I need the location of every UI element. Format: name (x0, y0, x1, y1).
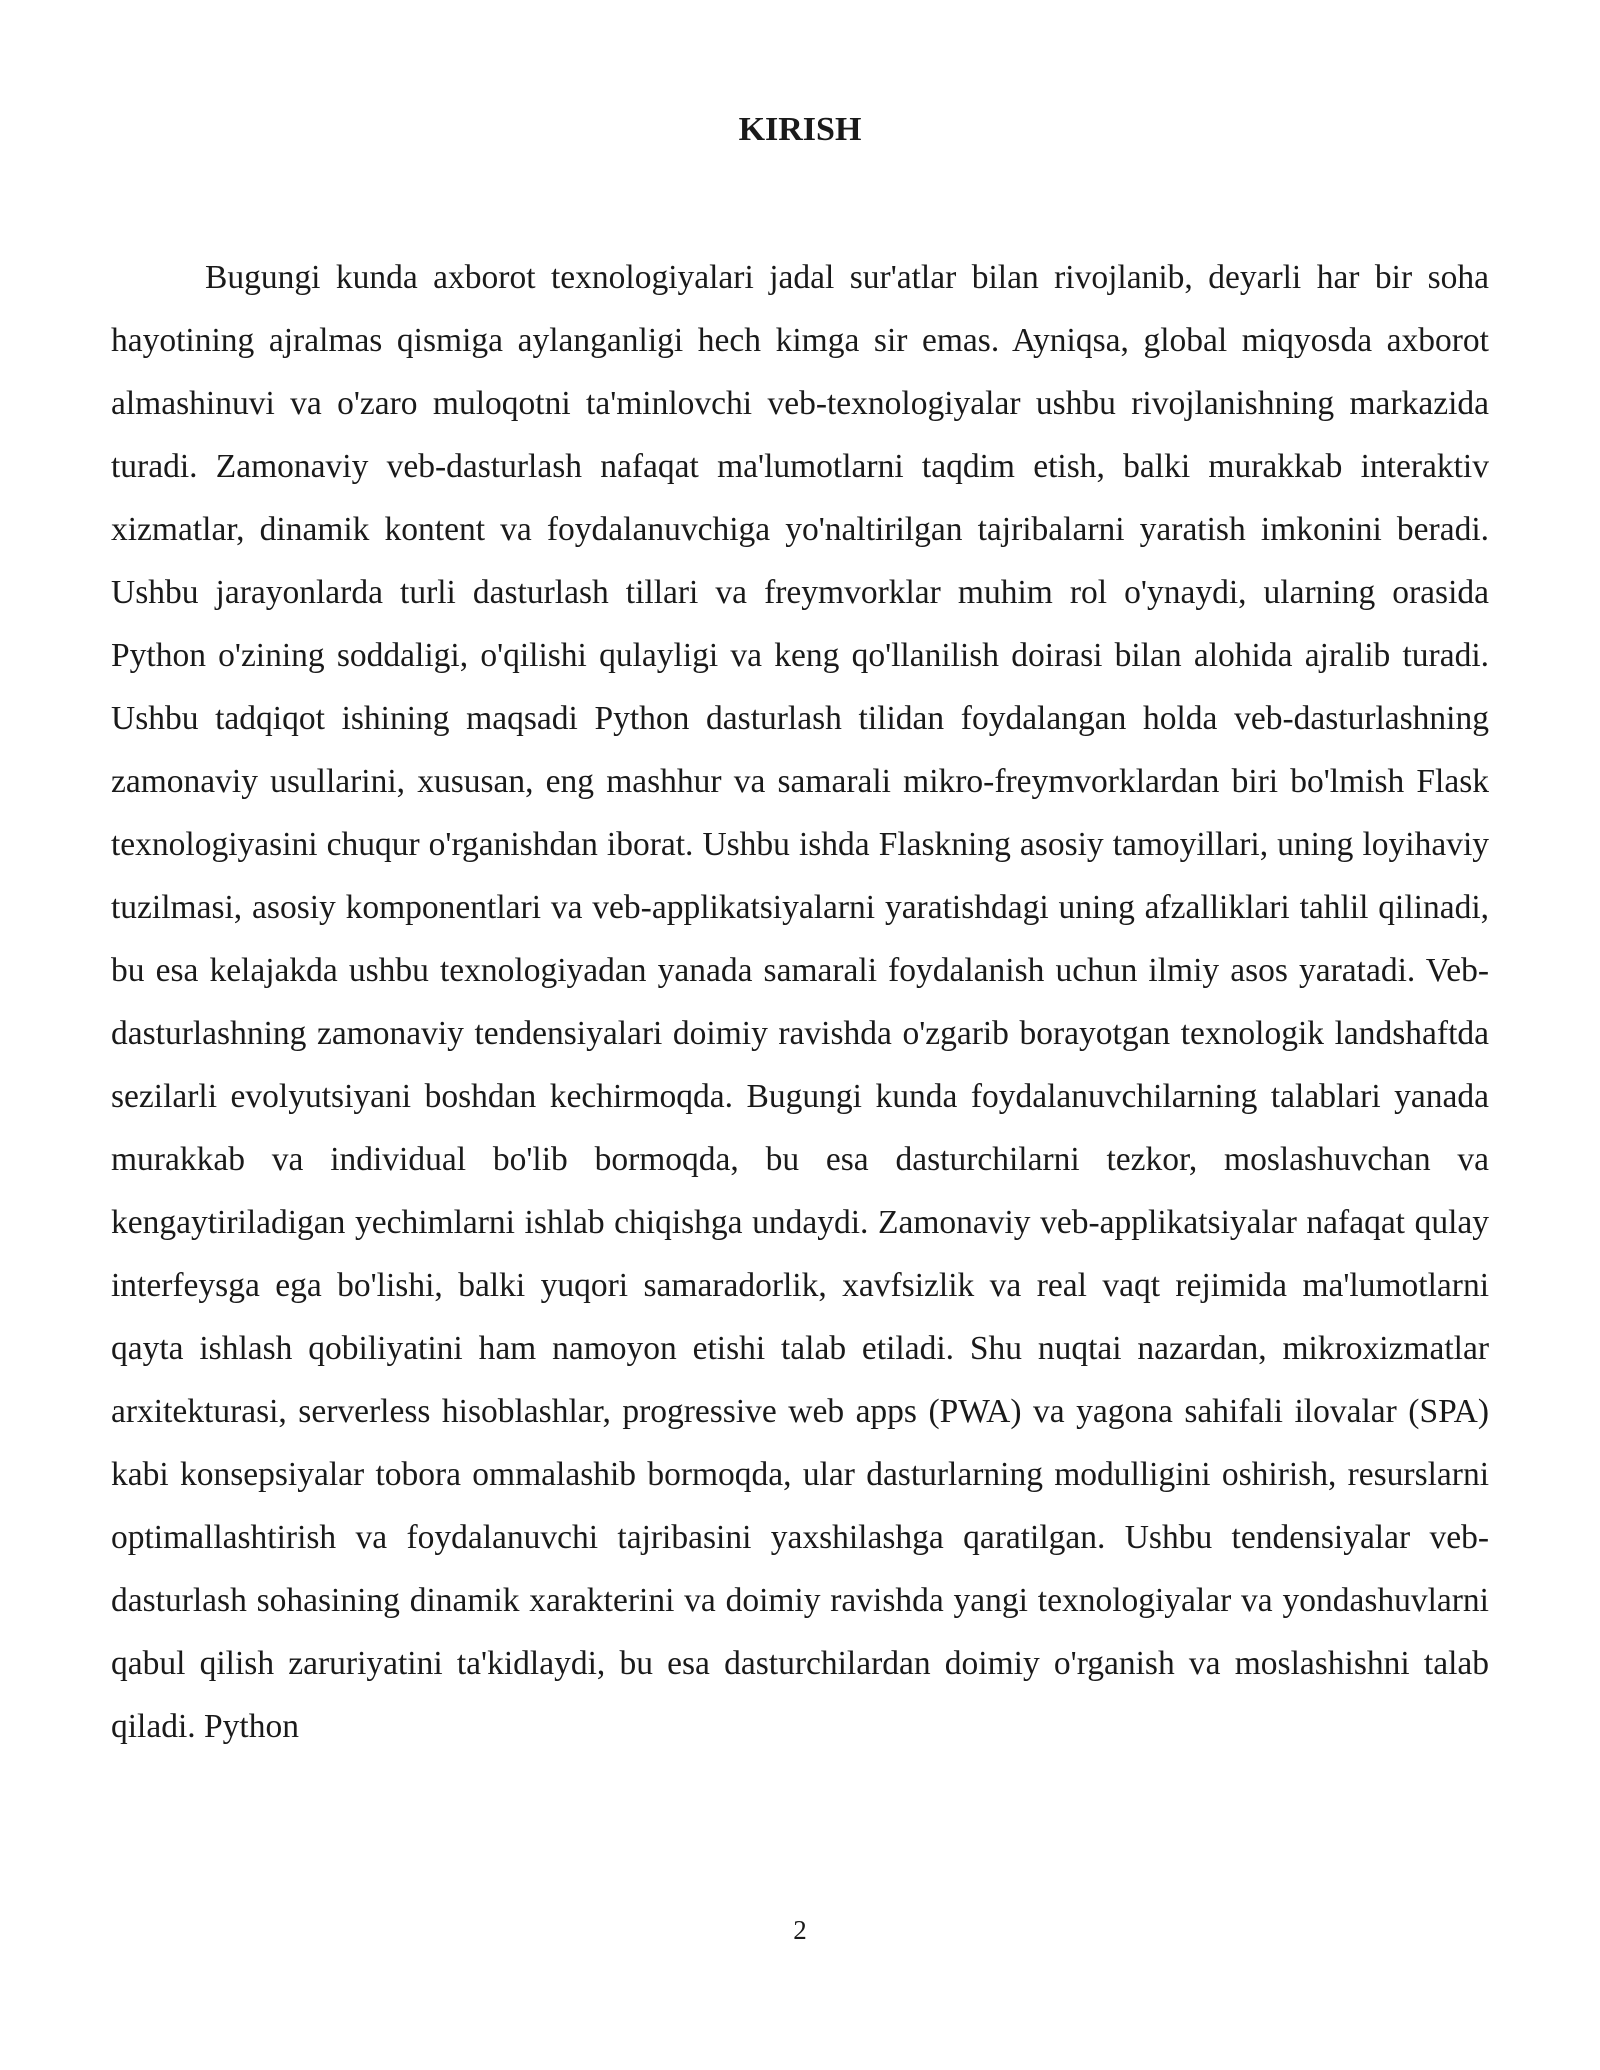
page-title: KIRISH (738, 111, 862, 148)
page-number: 2 (793, 1915, 807, 1945)
body-paragraph: Bugungi kunda axborot texnologiyalari jadal sur'atlar bilan rivojlanib, deyarli har bir soha hayotining ajralmas qismiga aylanganligi hech kimga sir emas. Ayniqsa, global miqyosda axborot almashinuvi va o'zaro muloqotni ta'minlovchi veb-texnologiyalar ushbu rivojlanishning markazida turadi. Zamonaviy veb-dasturlash nafaqat ma'lumotlarni taqdim etish, balki murakkab interaktiv xizmatlar, dinamik kontent va foydalanuvchiga yo'naltirilgan tajribalarni yaratish imkonini beradi. Ushbu jarayonlarda turli dasturlash tillari va freymvorklar muhim rol o'ynaydi, ularning orasida Python o'zining soddaligi, o'qilishi qulayligi va keng qo'llanilish doirasi bilan alohida ajralib turadi. Ushbu tadqiqot ishining maqsadi Python dasturlash tilidan foydalangan holda veb-dasturlashning zamonaviy usullarini, xususan, eng mashhur va samarali mikro-freymvorklardan biri bo'lmish Flask texnologiyasini chuqur o'rganishdan iborat. Ushbu ishda Flaskning asosiy tamoyillari, uning loyihaviy tuzilmasi, asosiy komponentlari va veb-applikatsiyalarni yaratishdagi uning afzalliklari tahlil qilinadi, bu esa kelajakda ushbu texnologiyadan yanada samarali foydalanish uchun ilmiy asos yaratadi. Veb-dasturlashning zamonaviy tendensiyalari doimiy ravishda o'zgarib borayotgan texnologik landshaftda sezilarli evolyutsiyani boshdan kechirmoqda. Bugungi kunda foydalanuvchilarning talablari yanada murakkab va individual bo'lib bormoqda, bu esa dasturchilarni tezkor, moslashuvchan va kengaytiriladigan yechimlarni ishlab chiqishga undaydi. Zamonaviy veb-applikatsiyalar nafaqat qulay interfeysga ega bo'lishi, balki yuqori samaradorlik, xavfsizlik va real vaqt rejimida ma'lumotlarni qayta ishlash qobiliyatini ham namoyon etishi talab etiladi. Shu nuqtai nazardan, mikroxizmatlar arxitekturasi, serverless hisoblashlar, progressive web apps (PWA) va yagona sahifali ilovalar (SPA) kabi konsepsiyalar tobora ommalashib bormoqda, ular dasturlarning modulligini oshirish, resurslarni optimallashtirish va foydalanuvchi tajribasini yaxshilashga qaratilgan. Ushbu tendensiyalar veb-dasturlash sohasining dinamik xarakterini va doimiy ravishda yangi texnologiyalar va yondashuvlarni qabul qilish zaruriyatini ta'kidlaydi, bu esa dasturchilardan doimiy o'rganish va moslashishni talab qiladi. Python (111, 259, 1489, 1745)
